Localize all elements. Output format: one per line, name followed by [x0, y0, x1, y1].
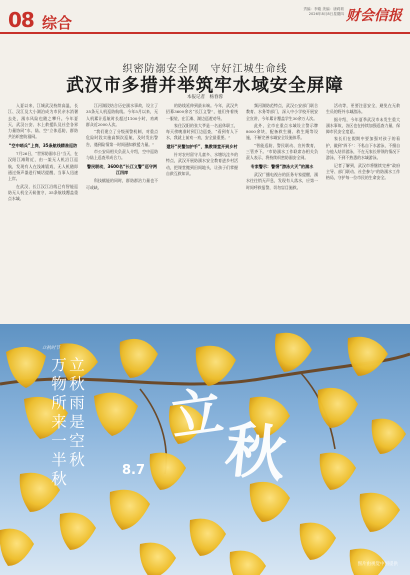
paragraph: 记者了解到，武汉市将继续完善“政府主导、部门联动、社会参与”的防溺水工作格局，守护每一位市民的生命安全。: [326, 162, 400, 181]
article-column-1: [8, 103, 78, 323]
paragraph: 在武汉，长江汉江沿线已有智能巡防无人机全天候值守，35条航线覆盖重点水域。: [8, 183, 78, 202]
article-headline: 武汉市多措并举筑牢水域安全屏障: [66, 76, 344, 96]
paragraph: “智能巡防、警民联动、宣传教育，三管齐下。”市防溺水工作联席办相关负责人表示，将持续织密防溺安全网。: [246, 142, 318, 161]
article-body: [8, 103, 402, 323]
paragraph: 针对农村留守儿童多、水塘坑洼多的特点，武汉开展防溺水安全教育进乡村活动，把课堂搬到田间地头，让孩子们掌握自救互救知识。: [166, 152, 238, 176]
paragraph: 据介绍，今年夏季武汉市未发生重大溺水事故，各区也在持续加强巡查力量，保障市民安全度夏。: [326, 116, 400, 135]
article-column-4: [246, 103, 318, 323]
page-number: 08: [8, 8, 34, 32]
solar-term-date: 8.7: [122, 463, 146, 478]
paragraph: 科技赋能的同时，群防群治力量也不可或缺。: [86, 178, 158, 190]
poem-char: 来: [51, 413, 67, 431]
article-column-5: [326, 103, 400, 323]
poem-column-left: [50, 356, 68, 489]
poem-char: 立: [69, 356, 85, 374]
poem-char: 雨: [69, 394, 85, 412]
poem-char: 是: [69, 413, 85, 431]
poem-char: 秋: [69, 451, 85, 469]
poem-char: 物: [51, 375, 67, 393]
subheading: 警民联动，3600名“长江义警”巡守两江四岸: [87, 163, 157, 175]
calligraphy-char-li: 立: [166, 380, 227, 449]
masthead-rule: [0, 32, 410, 34]
paragraph: 活动等，更要注意安全，避免在无救生员的野外水域游泳。: [326, 103, 400, 115]
paragraph: 江河湖段结合历史溺水事故，设立了35条无人机巡防航线。今年5月以来，无人机累计巡航时长超过1100小时，劝离群众近2000人次。: [86, 103, 158, 127]
poem-char: 空: [69, 432, 85, 450]
section-title: 综合: [42, 14, 73, 32]
poem-char: 秋: [51, 470, 67, 488]
poem-column-right: [68, 356, 86, 470]
date-line: 2026年8月8日星期四: [308, 12, 344, 16]
calligraphy-char-qiu: 秋: [221, 415, 289, 491]
paragraph: 7月26日，“世界防溺水日”当天，在汉阳江滩附近，由一架无人机沿江巡航，发现有人在浅滩嬉戏，无人机随即通过扬声器进行喊话提醒，当事人迅速上岸。: [8, 151, 78, 182]
editor-line: 责编：李璇 美编：唐莉莉: [303, 7, 344, 11]
masthead: [0, 0, 410, 38]
paragraph: 家长们在假期中要加强对孩子的看护，做到“四不”：不私自下水游泳，不擅自与他人结伴游泳，不在无家长带领的情况下游泳，不到不熟悉的水域游泳。: [326, 136, 400, 161]
poem-char: 所: [51, 394, 67, 412]
photo-credit: 图片由视觉中国提供: [357, 562, 398, 567]
paragraph: 频河湖防范特点，武汉公安部门联合教育、水务等部门，深入中小学校开展安全宣讲，今年累计覆盖学生30余万人次。: [246, 103, 318, 121]
paragraph: 市公安局相关负责人介绍，空中巡防与陆上巡查形成合力。: [86, 149, 158, 161]
paragraph: 此外，全市在重点水域设立警示牌8000余块，配备救生圈、救生绳等设施，不断完善水域安全设施体系。: [246, 122, 318, 141]
paragraph: 入夏以来，江城武汉持续高温，长江、汉江及大小湖泊成为市民亲水消暑去处，溺水风险也随之攀升。今年夏天，武汉公安、水上救援队及社会各界力量协同“水、陆、空”立体巡防，群防共治织密防溺网。: [8, 103, 78, 140]
paragraph: “我们建立了分级预警机制，对重点危险时段实施高频次巡航，及时发出警告，遇到险情第一时间通知救援力量。”: [86, 129, 158, 147]
newspaper-brand-logo: 财会信报: [346, 8, 402, 24]
paragraph: 武汉广播电视台的医务专家提醒，溺水往往悄无声息，发现有人落水，应第一时间呼救报警，切勿盲目施救。: [246, 171, 318, 190]
subheading: 专家警示：警惕“游泳大天”的溺水: [250, 163, 314, 169]
poem-char: 一: [51, 432, 67, 450]
paragraph: 的防线延伸到最末端。今年，武汉共招募3600余名“长江义警”，他们身着统一服装，在江滩、湖边巡逻劝导。: [166, 103, 238, 121]
article-kicker: 织密防溺安全网 守好江城生命线: [122, 64, 288, 75]
article-byline: 本报记者 杨春蓉: [187, 95, 223, 100]
article-column-2: [86, 103, 158, 323]
poem-char: 秋: [69, 375, 85, 393]
subheading: 建好“民警加护手”，集教课堂开到乡村: [166, 143, 238, 149]
subheading: “空中哨兵”上岗，35条航线精准巡防: [8, 142, 78, 148]
paragraph: 家住汉阳的张大爷是一名退休职工，每天傍晚准时到江边巡查，“看到有人下水，我就上前劝一劝，安全最重要。”: [166, 122, 238, 141]
poem-char: 半: [51, 451, 67, 469]
editor-info: [303, 7, 344, 17]
poem-char: 万: [51, 356, 67, 374]
article-column-3: [166, 103, 238, 323]
photo-caption-tag: 立秋时节: [42, 346, 60, 351]
